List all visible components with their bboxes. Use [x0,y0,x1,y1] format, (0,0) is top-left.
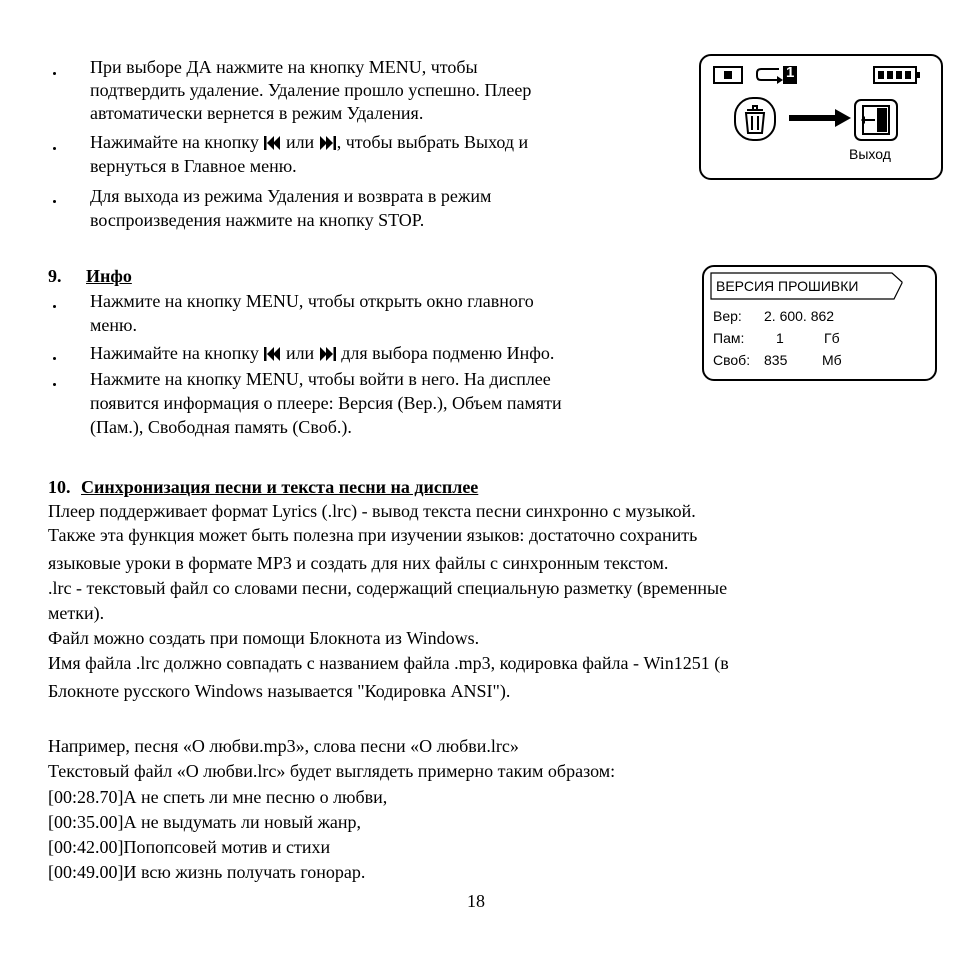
bullet-text-line: При выборе ДА нажмите на кнопку MENU, чтобы [90,57,478,77]
track-number: 1 [786,64,795,81]
firmware-header: ВЕРСИЯ ПРОШИВКИ [716,278,859,294]
bullet-text-line [90,342,554,366]
bullet-text-line: (Пам.), Свободная память (Своб.). [90,417,352,437]
free-value: 835 [764,352,788,368]
version-label: Вер: [713,308,742,324]
bullet-text-line: Нажмите на кнопку MENU, чтобы открыть окно главного [90,291,534,311]
player-display-exit [699,54,943,180]
stop-icon [713,66,743,84]
lyric-line: [00:28.70]А не спеть ли мне песню о любви, [48,787,388,807]
player-display-firmware [702,265,937,381]
arrow-right-icon [789,109,851,127]
lyric-line: [00:42.00]Попопсовей мотив и стихи [48,837,331,857]
bullet-text-line: автоматически вернется в режим Удаления. [90,103,424,123]
bullet-dot [53,357,56,360]
example-line: Например, песня «О любви.mp3», слова песни «О любви.lrc» [48,736,519,756]
paragraph-line: Блокноте русского Windows называется "Кодировка ANSI"). [48,681,511,701]
trash-icon [733,96,777,142]
bullet-text-line: появится информация о плеере: Версия (Вер.), Объем памяти [90,393,562,413]
bullet-text-line: Для выхода из режима Удаления и возврата в режим [90,186,492,206]
section-number: 10. [48,477,71,497]
paragraph-line: Плеер поддерживает формат Lyrics (.lrc) - вывод текста песни синхронно с музыкой. [48,501,696,521]
bullet-text-post: для выбора подменю Инфо. [341,343,555,363]
version-value: 2. 600. 862 [764,308,835,324]
prev-track-icon [263,135,281,151]
bullet-dot [53,305,56,308]
bullet-text-line: Нажмите на кнопку MENU, чтобы войти в него. На дисплее [90,369,551,389]
paragraph-line: Также эта функция может быть полезна при изучении языков: достаточно сохранить [48,525,698,545]
bullet-dot [53,72,56,75]
memory-label: Пам: [713,330,745,346]
section-title: Инфо [86,266,132,286]
bullet-dot [53,383,56,386]
next-track-icon [319,346,337,362]
paragraph-line: .lrc - текстовый файл со словами песни, содержащий специальную разметку (временные [48,578,728,598]
exit-label: Выход [849,146,891,162]
lyric-line: [00:49.00]И всю жизнь получать гонорар. [48,862,366,882]
paragraph-line: метки). [48,603,105,623]
lyric-line: [00:35.00]А не выдумать ли новый жанр, [48,812,362,832]
memory-unit: Гб [824,330,840,346]
section-heading-info [48,265,132,289]
paragraph-line: Файл можно создать при помощи Блокнота из Windows. [48,628,480,648]
bullet-text-line: меню. [90,315,137,335]
section-heading-sync [48,476,478,500]
bullet-text-line [90,131,528,155]
bullet-text-line: подтвердить удаление. Удаление прошло успешно. Плеер [90,80,532,100]
bullet-text-mid: или [285,132,315,152]
section-title: Синхронизация песни и текста песни на дисплее [81,477,479,497]
free-label: Своб: [713,352,751,368]
bullet-text-pre: Нажимайте на кнопку [90,343,259,363]
example-line: Текстовый файл «О любви.lrc» будет выглядеть примерно таким образом: [48,761,616,781]
exit-icon [853,98,899,142]
memory-value: 1 [776,330,784,346]
bullet-dot [53,200,56,203]
next-track-icon [319,135,337,151]
bullet-dot [53,147,56,150]
bullet-text-post: , чтобы выбрать Выход и [336,132,529,152]
prev-track-icon [263,346,281,362]
battery-icon [873,66,921,84]
free-unit: Мб [822,352,842,368]
bullet-text-mid: или [285,343,315,363]
bullet-text-line: воспроизведения нажмите на кнопку STOP. [90,210,425,230]
page-number: 18 [467,891,485,911]
bullet-text-line: вернуться в Главное меню. [90,156,297,176]
paragraph-line: языковые уроки в формате MP3 и создать для них файлы с синхронным текстом. [48,553,669,573]
bullet-text-pre: Нажимайте на кнопку [90,132,259,152]
section-number: 9. [48,266,62,286]
paragraph-line: Имя файла .lrc должно совпадать с названием файла .mp3, кодировка файла - Win1251 (в [48,653,729,673]
